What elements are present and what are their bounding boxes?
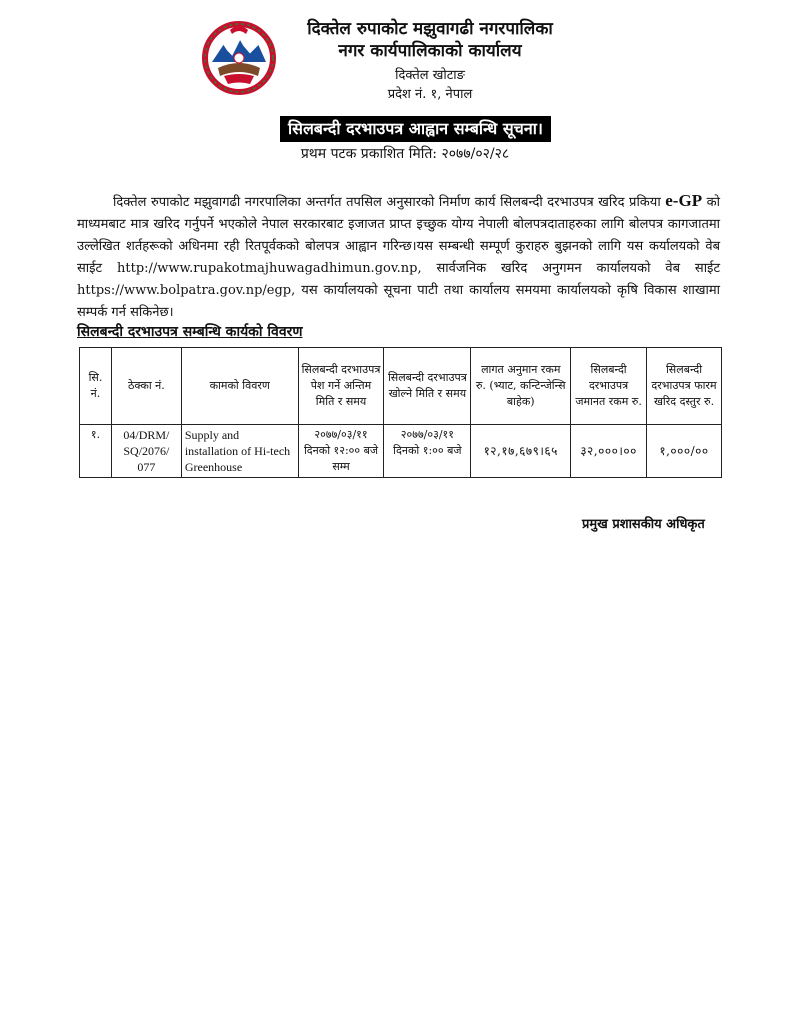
header-fee: सिलबन्दी दरभाउपत्र फारम खरिद दस्तुर रु. (647, 348, 722, 425)
header-description: कामको विवरण (181, 348, 298, 425)
cell-estimate: १२,१७,६७९।६५ (471, 425, 571, 478)
notice-title: सिलबन्दी दरभाउपत्र आह्वान सम्बन्धि सूचना। (280, 116, 551, 142)
cell-opening: २०७७/०३/११ दिनको १:०० बजे (384, 425, 471, 478)
cell-fee: १,०००/०० (647, 425, 722, 478)
table-header-row (80, 348, 722, 425)
cell-description: Supply and installation of Hi-tech Greenhouse (181, 425, 298, 478)
signature-title: प्रमुख प्रशासकीय अधिकृत (582, 517, 705, 532)
header-submission: सिलबन्दी दरभाउपत्र पेश गर्ने अन्तिम मिति र समय (298, 348, 384, 425)
table-row (80, 425, 722, 478)
notice-paragraph (77, 190, 720, 324)
cell-security: ३२,०००।०० (571, 425, 647, 478)
works-table (79, 347, 722, 478)
cell-contract-no: 04/DRM/ SQ/2076/ 077 (111, 425, 181, 478)
province-country: प्रदेश नं. १, नेपाल (387, 87, 473, 102)
header-estimate: लागत अनुमान रकम रु. (भ्याट, कन्टिन्जेन्सि बाहेक) (471, 348, 571, 425)
section-title: सिलबन्दी दरभाउपत्र सम्बन्धि कार्यको विवरण (77, 324, 303, 340)
nepal-emblem-logo (200, 18, 278, 96)
cell-submission: २०७७/०३/११ दिनको १२:०० बजे सम्म (298, 425, 384, 478)
office-header (280, 18, 580, 104)
header-security: सिलबन्दी दरभाउपत्र जमानत रकम रु. (571, 348, 647, 425)
municipality-name: दिक्तेल रुपाकोट मझुवागढी नगरपालिका (307, 19, 553, 39)
header-contract-no: ठेक्का नं. (111, 348, 181, 425)
office-location: दिक्तेल खोटाङ (395, 68, 465, 83)
published-date: प्रथम पटक प्रकाशित मिति: २०७७/०२/२८ (300, 146, 510, 162)
egp-label: e-GP (665, 191, 703, 210)
header-opening: सिलबन्दी दरभाउपत्र खोल्ने मिति र समय (384, 348, 471, 425)
cell-sn: १. (80, 425, 112, 478)
office-name: नगर कार्यपालिकाको कार्यालय (338, 41, 522, 61)
paragraph-part1: दिक्तेल रुपाकोट मझुवागढी नगरपालिका अन्तर्गत तपसिल अनुसारको निर्माण कार्य सिलबन्दी दरभाउपत्र खरिद प्रकिया (113, 195, 666, 210)
header-sn: सि. नं. (80, 348, 112, 425)
paragraph-part2: को माध्यमबाट मात्र खरिद गर्नुपर्ने भएकोले नेपाल सरकारबाट इजाजत प्राप्त इच्छुक योग्य नेपाली बोलपत्रदाताहरुका लागि बोलपत्र कागजातमा उल्लेखित शर्तहरूको अधिनमा रही रितपूर्वकको बोलपत्र आह्वान गरिन्छ।यस सम्बन्धी सम्पूर्ण कुराहरु बुझनको लागि यस कर्यालयको वेब साईट http://www.rupakotmajhuwagadhimun.gov.np, सार्वजनिक खरिद अनुगमन कार्यालयको वेब साईट https://www.bolpatra.gov.np/egp, यस कार्यालयको सूचना पाटी तथा कार्यालय समयमा कार्यालयको कृषि विकास शाखामा सम्पर्क गर्न सकिनेछ। (77, 195, 721, 320)
